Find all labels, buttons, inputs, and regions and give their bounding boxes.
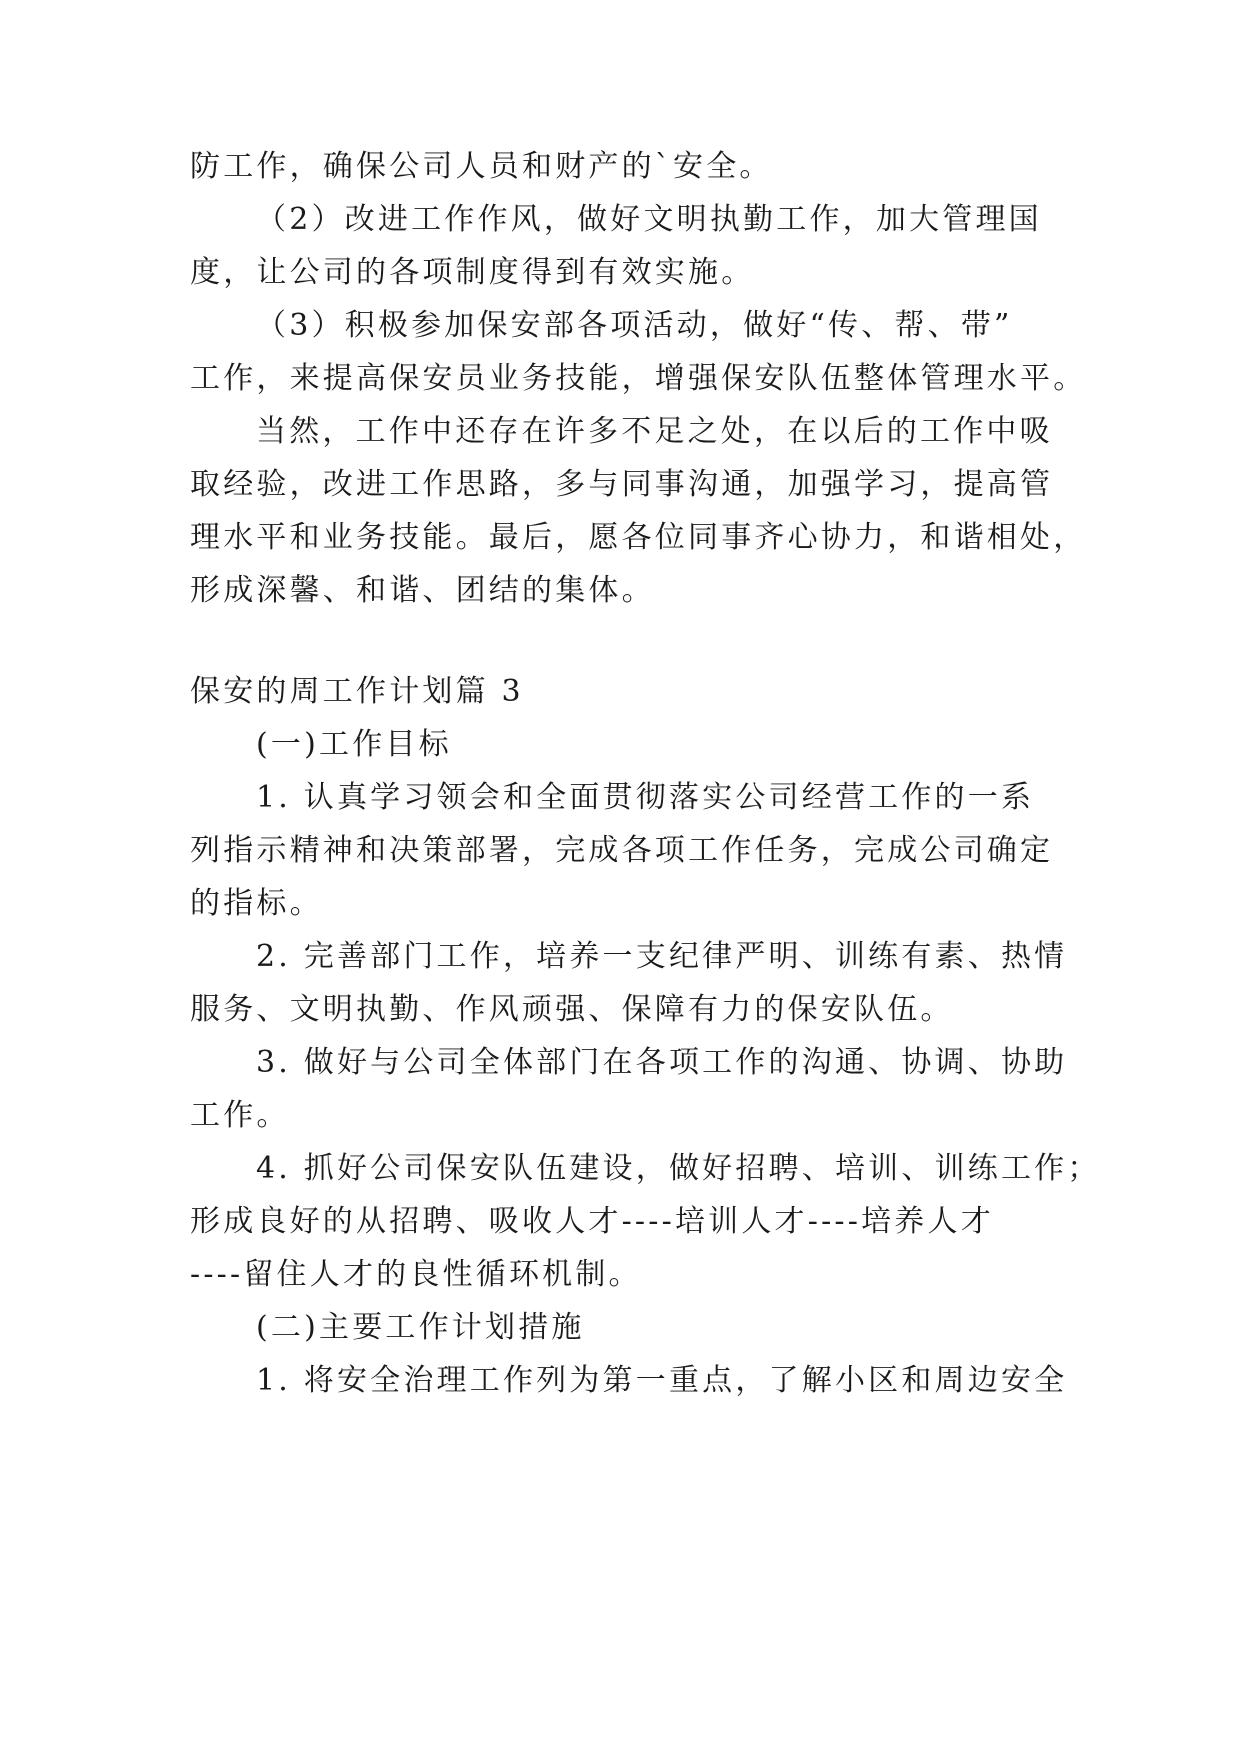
subsection-heading: (一)工作目标 <box>256 727 452 762</box>
text-line: 工作，来提高保安员业务技能，增强保安队伍整体管理水平。 <box>190 361 1087 396</box>
text-line: 2. 完善部门工作，培养一支纪律严明、训练有素、热情 <box>256 939 1068 974</box>
subsection-heading: (二)主要工作计划措施 <box>256 1310 585 1345</box>
text-line: 取经验，改进工作思路，多与同事沟通，加强学习，提高管 <box>190 467 1054 502</box>
text-line: 形成良好的从招聘、吸收人才----培训人才----培养人才 <box>190 1204 994 1239</box>
text-line: 理水平和业务技能。最后，愿各位同事齐心协力，和谐相处， <box>190 520 1087 555</box>
text-line: 当然，工作中还存在许多不足之处，在以后的工作中吸 <box>256 414 1053 449</box>
text-line: 1. 认真学习领会和全面贯彻落实公司经营工作的一系 <box>256 780 1035 815</box>
text-line: 工作。 <box>190 1098 290 1133</box>
text-line: 度，让公司的各项制度得到有效实施。 <box>190 255 755 290</box>
text-line: 防工作，确保公司人员和财产的`安全。 <box>190 149 773 184</box>
text-line: 1. 将安全治理工作列为第一重点，了解小区和周边安全 <box>256 1363 1068 1398</box>
text-line: 服务、文明执勤、作风顽强、保障有力的保安队伍。 <box>190 992 954 1027</box>
text-line: （2）改进工作作风，做好文明执勤工作，加大管理国 <box>256 202 1042 237</box>
section-heading: 保安的周工作计划篇 3 <box>190 674 524 709</box>
text-line: 3. 做好与公司全体部门在各项工作的沟通、协调、协助 <box>256 1045 1068 1080</box>
text-line: 列指示精神和决策部署，完成各项工作任务，完成公司确定 <box>190 833 1054 868</box>
text-line: 的指标。 <box>190 886 323 921</box>
text-line: 4. 抓好公司保安队伍建设，做好招聘、培训、训练工作； <box>256 1151 1101 1186</box>
text-line: （3）积极参加保安部各项活动，做好“传、帮、带” <box>256 308 1013 343</box>
text-line: 形成深馨、和谐、团结的集体。 <box>190 573 655 608</box>
text-line: ----留住人才的良性循环机制。 <box>190 1257 642 1292</box>
